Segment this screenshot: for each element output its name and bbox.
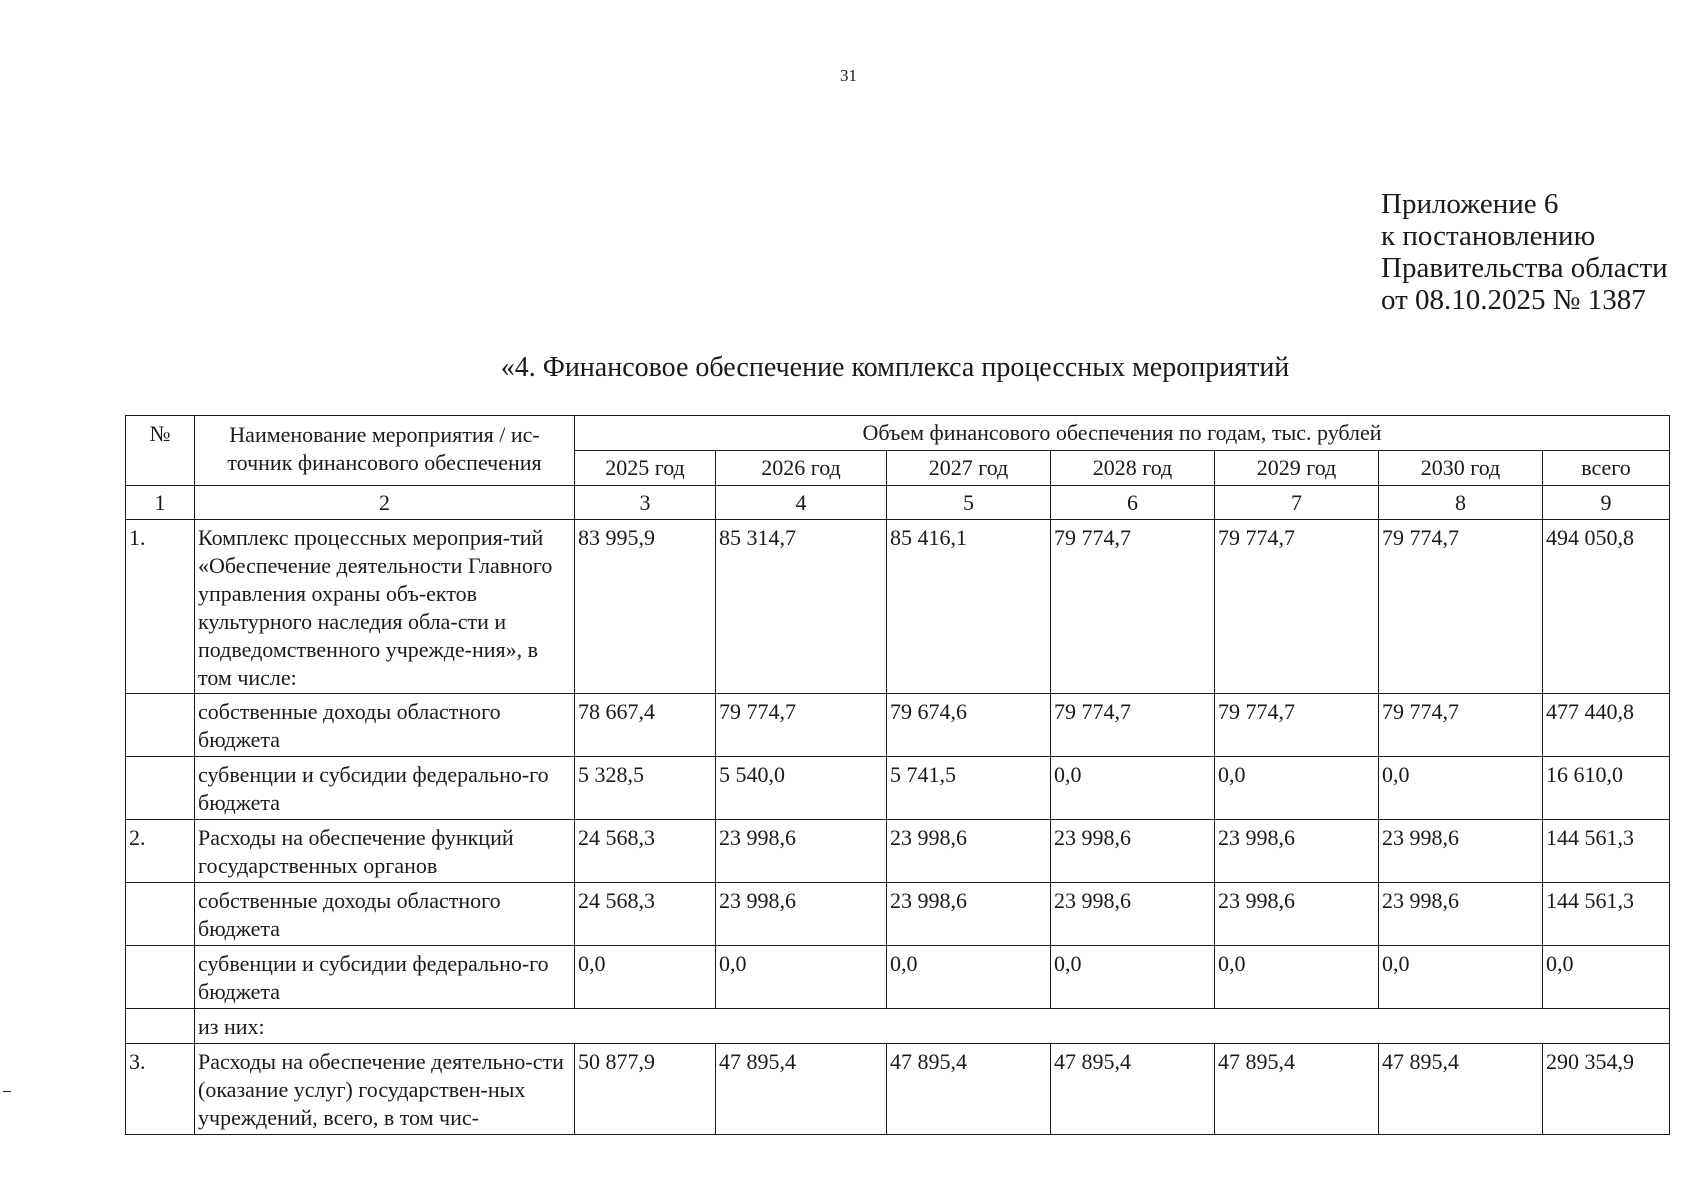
value-2025: 24 568,3 xyxy=(575,883,716,946)
table-row xyxy=(126,694,1670,757)
financing-table xyxy=(125,415,1670,1135)
value-2027: 47 895,4 xyxy=(887,1044,1051,1135)
value-2025: 0,0 xyxy=(575,946,716,1009)
row-index: 3. xyxy=(126,1044,195,1135)
table-row xyxy=(126,946,1670,1009)
header-year-2029: 2029 год xyxy=(1215,451,1379,486)
column-number: 2 xyxy=(195,486,575,520)
margin-mark xyxy=(3,1091,11,1092)
value-2028: 23 998,6 xyxy=(1051,883,1215,946)
value-2027: 85 416,1 xyxy=(887,520,1051,694)
row-index: 2. xyxy=(126,820,195,883)
value-2030: 47 895,4 xyxy=(1379,1044,1543,1135)
value-2025: 5 328,5 xyxy=(575,757,716,820)
row-name: субвенции и субсидии федерально-го бюджета xyxy=(195,757,575,820)
value-2030: 0,0 xyxy=(1379,757,1543,820)
value-2028: 0,0 xyxy=(1051,757,1215,820)
appendix-line-4: от 08.10.2025 № 1387 xyxy=(1381,284,1646,316)
value-2025: 24 568,3 xyxy=(575,820,716,883)
value-2029: 23 998,6 xyxy=(1215,820,1379,883)
value-total: 0,0 xyxy=(1543,946,1670,1009)
value-total: 477 440,8 xyxy=(1543,694,1670,757)
column-number: 4 xyxy=(716,486,887,520)
value-2027: 23 998,6 xyxy=(887,883,1051,946)
value-2027: 0,0 xyxy=(887,946,1051,1009)
value-2030: 79 774,7 xyxy=(1379,694,1543,757)
value-total: 144 561,3 xyxy=(1543,820,1670,883)
value-2027: 79 674,6 xyxy=(887,694,1051,757)
header-total: всего xyxy=(1543,451,1670,486)
value-2029: 79 774,7 xyxy=(1215,694,1379,757)
value-2026: 23 998,6 xyxy=(716,883,887,946)
row-index xyxy=(126,1009,195,1044)
value-2027: 23 998,6 xyxy=(887,820,1051,883)
value-total: 494 050,8 xyxy=(1543,520,1670,694)
value-2026: 47 895,4 xyxy=(716,1044,887,1135)
value-2025: 78 667,4 xyxy=(575,694,716,757)
value-total: 144 561,3 xyxy=(1543,883,1670,946)
value-total: 16 610,0 xyxy=(1543,757,1670,820)
column-number: 3 xyxy=(575,486,716,520)
appendix-line-3: Правительства области xyxy=(1381,252,1668,284)
row-index xyxy=(126,883,195,946)
value-2029: 0,0 xyxy=(1215,757,1379,820)
row-name: Расходы на обеспечение деятельно-сти (оказание услуг) государствен-ных учреждений, всего, в том чис- xyxy=(195,1044,575,1135)
value-2028: 0,0 xyxy=(1051,946,1215,1009)
row-index xyxy=(126,946,195,1009)
value-2030: 23 998,6 xyxy=(1379,883,1543,946)
value-total: 290 354,9 xyxy=(1543,1044,1670,1135)
column-number: 9 xyxy=(1543,486,1670,520)
value-2030: 79 774,7 xyxy=(1379,520,1543,694)
row-name: субвенции и субсидии федерально-го бюджета xyxy=(195,946,575,1009)
column-number: 5 xyxy=(887,486,1051,520)
row-index xyxy=(126,757,195,820)
value-2027: 5 741,5 xyxy=(887,757,1051,820)
table-row xyxy=(126,1044,1670,1135)
value-2030: 23 998,6 xyxy=(1379,820,1543,883)
value-2029: 23 998,6 xyxy=(1215,883,1379,946)
value-2026: 85 314,7 xyxy=(716,520,887,694)
row-name: Расходы на обеспечение функций государственных органов xyxy=(195,820,575,883)
appendix-line-1: Приложение 6 xyxy=(1381,188,1559,220)
row-name: собственные доходы областного бюджета xyxy=(195,694,575,757)
value-2025: 83 995,9 xyxy=(575,520,716,694)
row-index xyxy=(126,694,195,757)
header-year-2026: 2026 год xyxy=(716,451,887,486)
header-year-2027: 2027 год xyxy=(887,451,1051,486)
appendix-line-2: к постановлению xyxy=(1381,220,1596,252)
column-number: 1 xyxy=(126,486,195,520)
value-2026: 79 774,7 xyxy=(716,694,887,757)
value-2028: 47 895,4 xyxy=(1051,1044,1215,1135)
value-2029: 0,0 xyxy=(1215,946,1379,1009)
row-name: собственные доходы областного бюджета xyxy=(195,883,575,946)
value-2029: 79 774,7 xyxy=(1215,520,1379,694)
row-name: Комплекс процессных мероприя-тий «Обеспечение деятельности Главного управления охраны объ-ектов культурного наследия обла-сти и подведомственного учрежде-ния», в том числе: xyxy=(195,520,575,694)
value-2025: 50 877,9 xyxy=(575,1044,716,1135)
header-name: Наименование мероприятия / ис-точник финансового обеспечения xyxy=(195,416,575,486)
table-row xyxy=(126,757,1670,820)
value-2026: 5 540,0 xyxy=(716,757,887,820)
header-year-2028: 2028 год xyxy=(1051,451,1215,486)
header-volume: Объем финансового обеспечения по годам, тыс. рублей xyxy=(575,416,1670,451)
table-row xyxy=(126,520,1670,694)
row-name: из них: xyxy=(195,1009,1670,1044)
page-number: 31 xyxy=(840,66,857,85)
column-number-row xyxy=(126,486,1670,520)
appendix-block xyxy=(1381,188,1668,316)
value-2029: 47 895,4 xyxy=(1215,1044,1379,1135)
header-year-2030: 2030 год xyxy=(1379,451,1543,486)
table-row xyxy=(126,1009,1670,1044)
value-2028: 79 774,7 xyxy=(1051,520,1215,694)
table-row xyxy=(126,883,1670,946)
value-2030: 0,0 xyxy=(1379,946,1543,1009)
section-title: «4. Финансовое обеспечение комплекса процессных мероприятий xyxy=(500,352,1290,383)
value-2028: 23 998,6 xyxy=(1051,820,1215,883)
column-number: 8 xyxy=(1379,486,1543,520)
value-2026: 23 998,6 xyxy=(716,820,887,883)
value-2026: 0,0 xyxy=(716,946,887,1009)
column-number: 6 xyxy=(1051,486,1215,520)
column-number: 7 xyxy=(1215,486,1379,520)
header-number: № xyxy=(126,416,195,486)
table-row xyxy=(126,820,1670,883)
header-year-2025: 2025 год xyxy=(575,451,716,486)
value-2028: 79 774,7 xyxy=(1051,694,1215,757)
row-index: 1. xyxy=(126,520,195,694)
